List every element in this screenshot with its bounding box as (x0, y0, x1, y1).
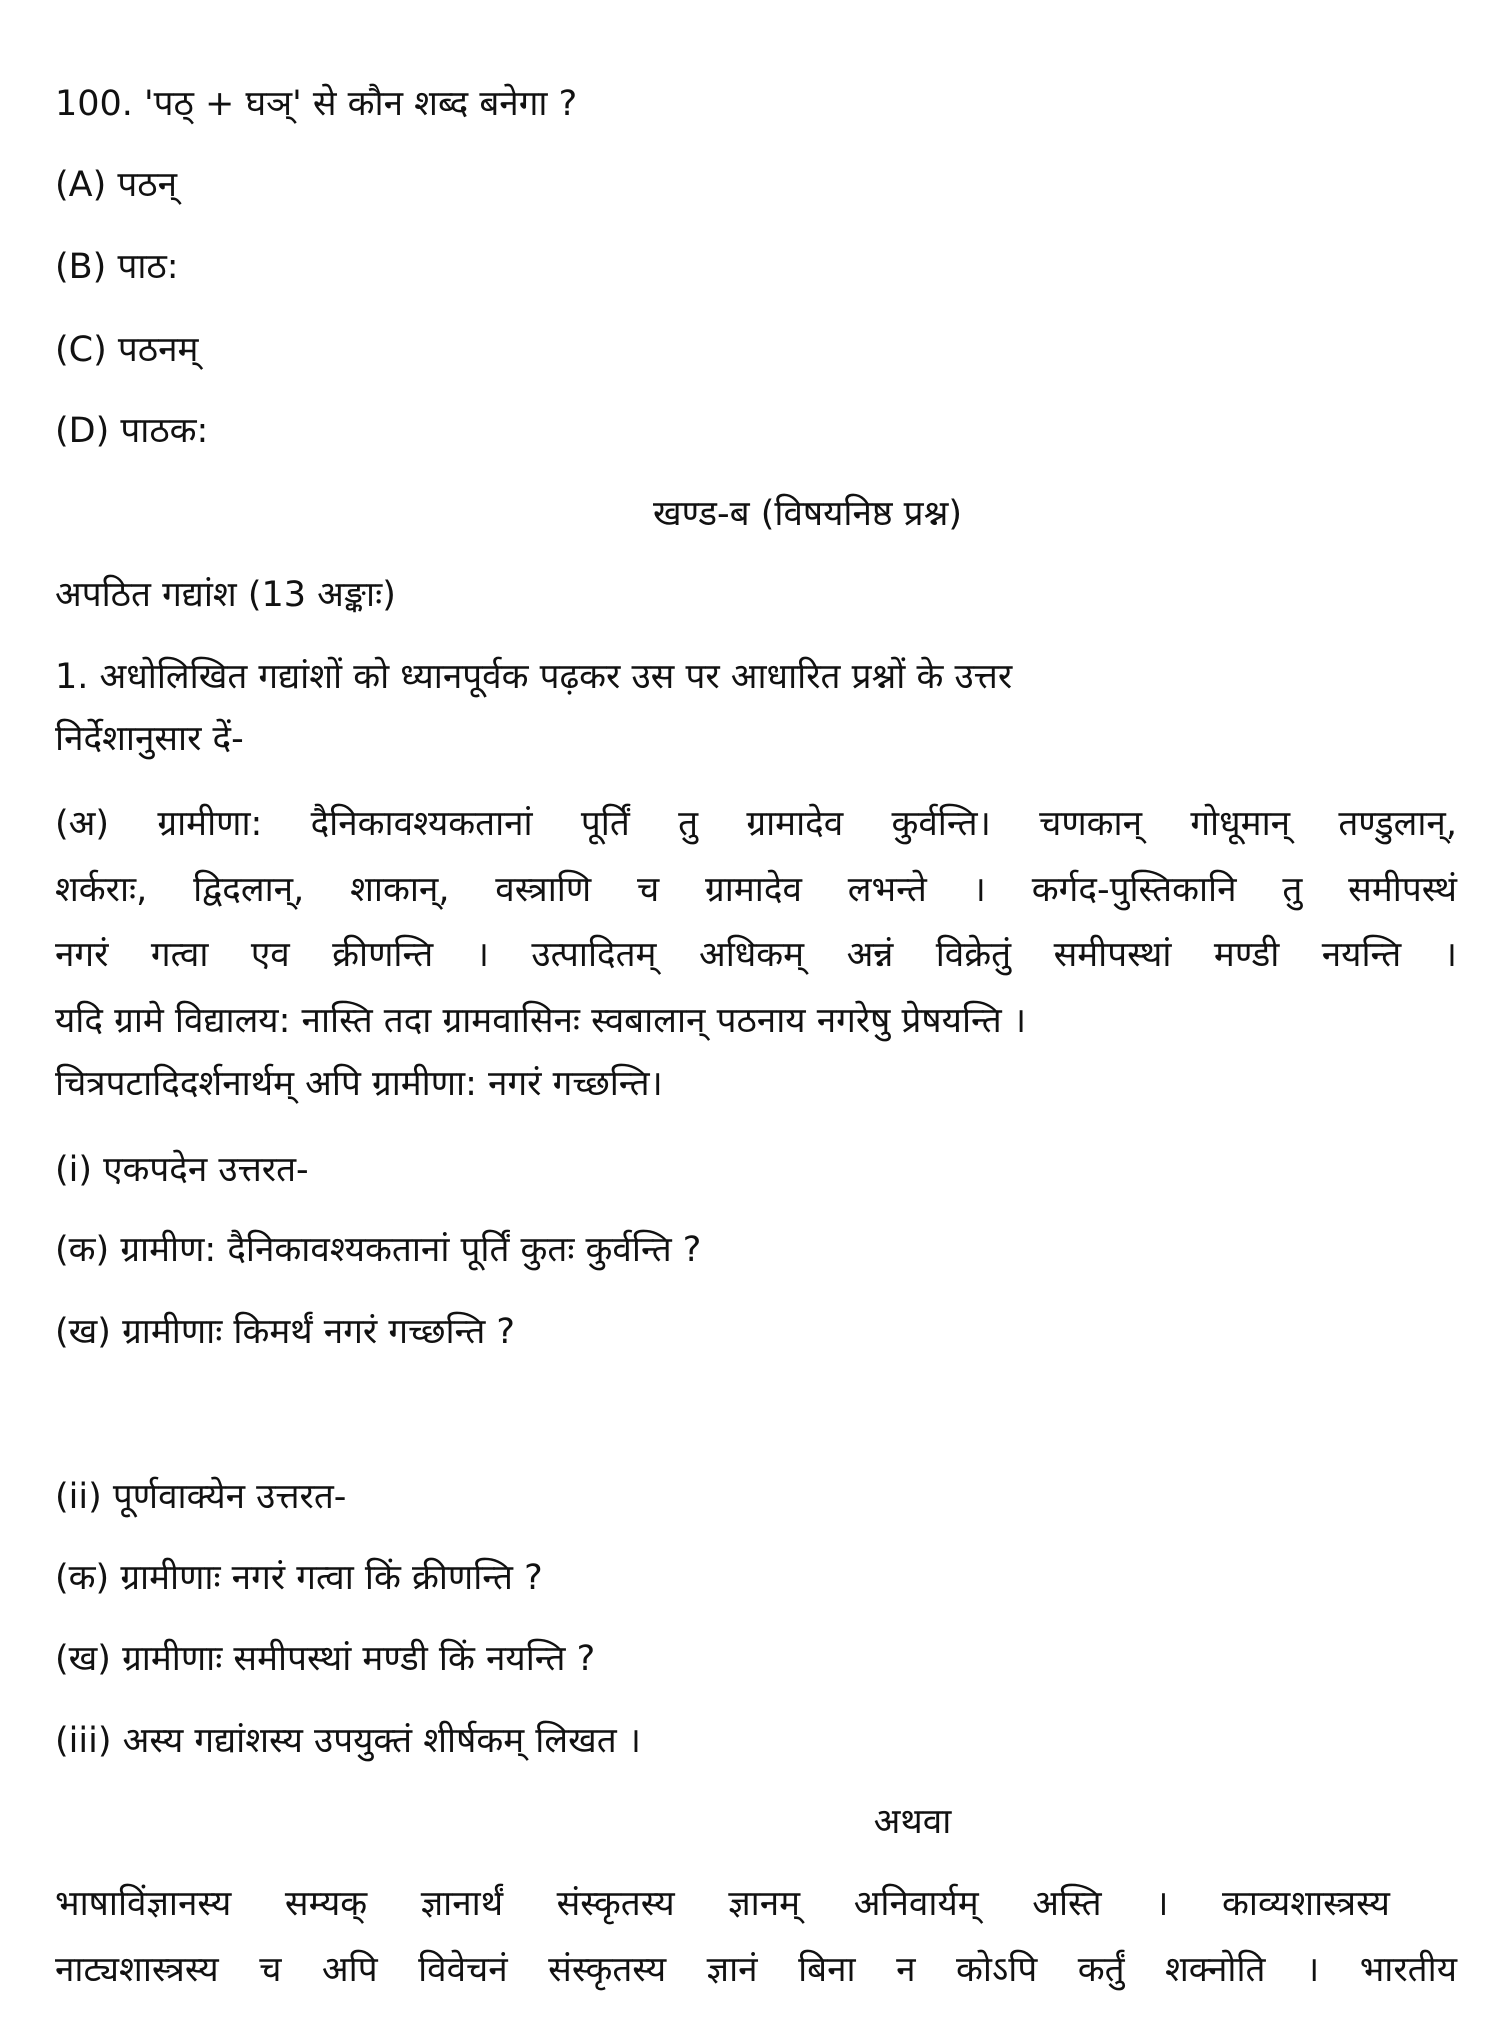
q2-heading: (ii) पूर्णवाक्येन उत्तरत- (55, 1477, 347, 1517)
option-d: (D) पाठक: (55, 411, 209, 451)
option-c: (C) पठनम् (55, 330, 199, 370)
instruction-line-1: 1. अधोलिखित गद्यांशों को ध्यानपूर्वक पढ़कर उस पर आधारित प्रश्नों के उत्तर (55, 657, 1013, 697)
option-a: (A) पठन् (55, 165, 178, 205)
q1-heading: (i) एकपदेन उत्तरत- (55, 1150, 309, 1190)
passage-line: नाट्यशास्त्रस्य च अपि विवेचनं संस्कृतस्य ज्ञानं बिना न कोऽपि कर्तुं शक्नोति । भारतीय (55, 1950, 1457, 1990)
q1-a: (क) ग्रामीण: दैनिकावश्यकतानां पूर्तिं कुतः कुर्वन्ति ? (55, 1230, 702, 1270)
instruction-line-2: निर्देशानुसार दें- (55, 719, 244, 759)
passage-line: शर्कराः, द्विदलान्, शाकान्, वस्त्राणि च ग्रामादेव लभन्ते । कर्गद-पुस्तिकानि तु समीपस्थं (55, 870, 1457, 910)
question-text: 100. 'पठ् + घञ्' से कौन शब्द बनेगा ? (55, 84, 578, 124)
passage-line: यदि ग्रामे विद्यालय: नास्ति तदा ग्रामवासिनः स्वबालान् पठनाय नगरेषु प्रेषयन्ति । (55, 1001, 1027, 1041)
or-label: अथवा (873, 1802, 952, 1842)
q1-b: (ख) ग्रामीणाः किमर्थं नगरं गच्छन्ति ? (55, 1312, 515, 1352)
passage-line: नगरं गत्वा एव क्रीणन्ति । उत्पादितम् अधिकम् अन्नं विक्रेतुं समीपस्थां मण्डी नयन्ति । (55, 935, 1457, 975)
passage-line: (अ) ग्रामीणा: दैनिकावश्यकतानां पूर्तिं तु ग्रामादेव कुर्वन्ति। चणकान् गोधूमान् तण्डुलान्, (55, 804, 1457, 844)
q3: (iii) अस्य गद्यांशस्य उपयुक्तं शीर्षकम् लिखत । (55, 1721, 642, 1761)
q2-a: (क) ग्रामीणाः नगरं गत्वा किं क्रीणन्ति ? (55, 1558, 543, 1598)
section-heading: खण्ड-ब (विषयनिष्ठ प्रश्न) (653, 494, 962, 534)
q2-b: (ख) ग्रामीणाः समीपस्थां मण्डी किं नयन्ति ? (55, 1639, 596, 1679)
passage-line: चित्रपटादिदर्शनार्थम् अपि ग्रामीणा: नगरं गच्छन्ति। (55, 1064, 663, 1104)
option-b: (B) पाठ: (55, 247, 179, 287)
section-subheading: अपठित गद्यांश (13 अङ्काः) (55, 575, 396, 615)
passage-line: भाषाविंज्ञानस्य सम्यक् ज्ञानार्थं संस्कृतस्य ज्ञानम् अनिवार्यम् अस्ति । काव्यशास्त्रस्य (55, 1884, 1390, 1924)
